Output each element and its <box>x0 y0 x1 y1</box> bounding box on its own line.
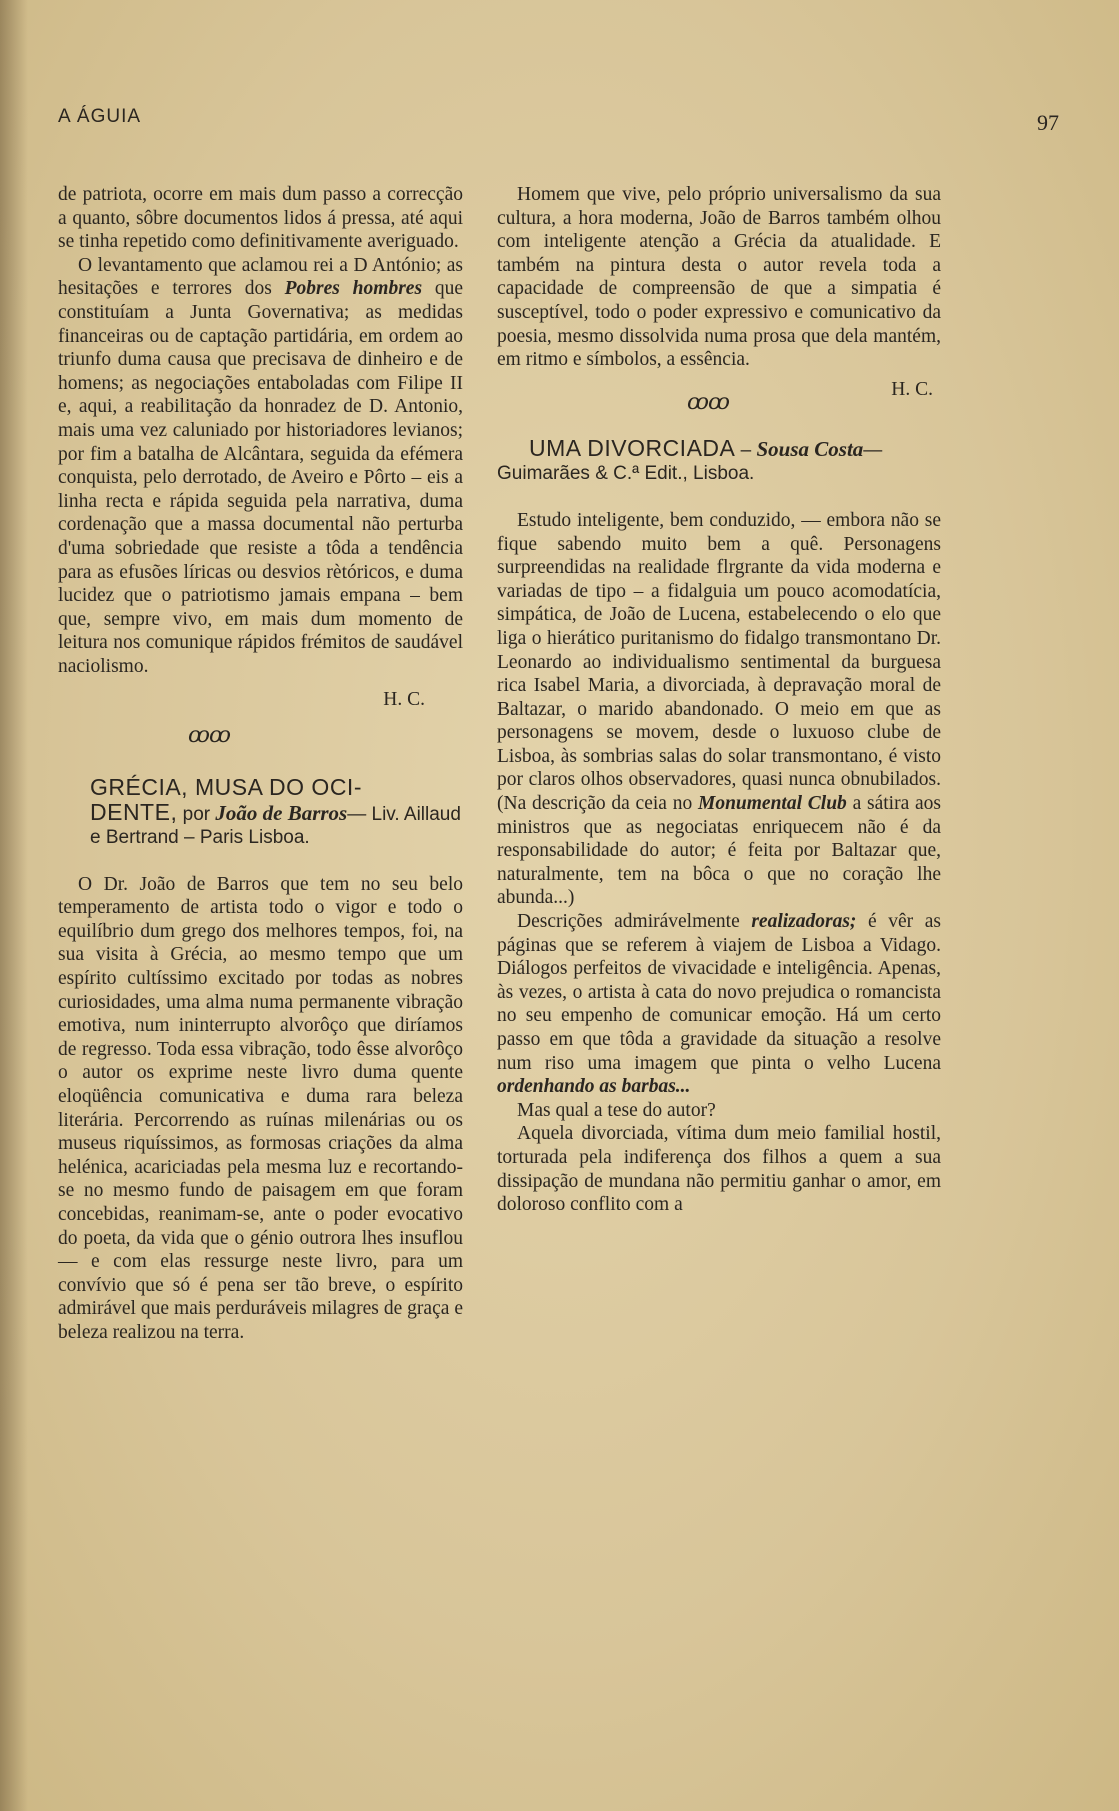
review-title: UMA DIVORCIADA <box>529 434 736 461</box>
right-paragraph-4: Mas qual a tese do autor? <box>517 1099 716 1121</box>
running-title: A ÁGUIA <box>58 106 142 127</box>
review-author: João de Barros <box>215 800 348 825</box>
right-paragraph-1: Homem que vive, pelo próprio universalismo da sua cultura, a hora moderna, João de Barros também olhou com inteligente atenção a Grécia da atualidade. E também na pintura desta o autor revela toda a capacidade de compreensão de que a simpatia é susceptível, todo o poder expressivo e comunicativo da poesia, mesmo dissolvida numa prosa que dela mantém, em ritmo e símbolos, a essência. <box>497 184 941 371</box>
left-paragraph-2-text-a: O levantamento que aclamou rei a D António; as hesitações e terrores dos <box>58 254 463 300</box>
section-ornament-right: ꝏꝏ <box>687 390 729 416</box>
right-paragraph-3-italic: realizadoras; <box>751 911 857 933</box>
left-paragraph-2-text-b: que constituíam a Junta Governativa; as medidas financeiras ou de captação partidária, em ordem ao triunfo duma causa que precisava de dinheiro e de homens; as negociações entaboladas com Filipe II e, aqui, a reabilitação da honradez de D. Antonio, mais uma vez caluniado por historiadores levianos; por fim a batalha de Alcântara, seguida da efémera conquista, pelo derrotado, de Aveiro e Pôrto – eis a linha recta e rápida seguida pela narrativa, duma cordenação que a massa documental não perturba d'uma sobriedade que resiste a tôda a tendência para as efusões líricas ou desvios rètóricos, e duma lucidez que o patriotismo jamais empana – bem que, sempre vivo, em mais dum momento de leitura nos comunique rápidos frémitos de saudável naciolismo. <box>58 278 464 677</box>
left-column <box>58 183 463 1345</box>
right-paragraph-3-italic-2: ordenhando as barbas... <box>497 1076 691 1098</box>
review-title-line-2: DENTE, <box>90 798 178 825</box>
review-heading-grecia <box>58 773 463 849</box>
right-paragraph-3 <box>497 910 941 1099</box>
left-paragraph-3: O Dr. João de Barros que tem no seu belo temperamento de artista todo o vigor e todo o equilíbrio dum grego dos melhores tempos, foi, na sua visita à Grécia, ao mesmo tempo que um espírito cultíssimo excitado por todas as nobres curiosidades, uma alma numa permanente vibração emotiva, num ininterrupto alvorôço que diríamos de regresso. Toda essa vibração, todo êsse alvorôço o autor os exprime neste livro duma quente eloqüência comunicativa e duma rara beleza literária. Percorrendo as ruínas milenárias ou os museus riquíssimos, as formosas criações da alma helénica, acariciadas pela mesma luz e recortando-se no mesmo fundo de paisagem em que foram concebidas, reanimam-se, ante o poder evocativo do poeta, da vida que o génio outrora lhes insuflou — e com elas ressurge neste livro, para um convívio que só é pena ser tão breve, o espírito admirável que mais perduráveis milagres de graça e beleza realizou na terra. <box>58 873 463 1343</box>
right-paragraph-2-text-a: Estudo inteligente, bem conduzido, — embora não se fique sabendo muito bem a quê. Personagens surpreendidas na realidade flrgrante da vida moderna e variadas de tipo – a fidalguia um pouco acomodatícia, simpática, de João de Lucena, estabelecendo o elo que liga o hierático puritanismo do fidalgo transmontano Dr. Leonardo ao individualismo sentimental da burguesa rica Isabel Maria, a divorciada, à depravação moral de Baltazar, o marido abandonado. O meio em que as personagens se movem, desde o luxuoso clube de Lisboa, às sombrias salas do solar transmontano, é visto por claros olhos observadores, quasi nunca obnubilados. (Na descrição da ceia no <box>497 509 941 815</box>
right-paragraph-3-text-b: é vêr as páginas que se referem à viajem de Lisboa a Vidago. Diálogos perfeitos de vivacidade e inteligência. Apenas, às vezes, o artista à cata do novo prejudica o romancista no seu empenho de comunicar emoção. Há um certo passo em que tôda a gravidade da situação a resolve num riso uma imagem que pinta o velho Lucena <box>497 911 941 1074</box>
left-signature: H. C. <box>383 689 425 711</box>
review-heading-divorciada <box>497 434 941 485</box>
section-ornament-left: ꝏꝏ <box>188 723 230 749</box>
review-publisher: — Liv. Aillaud e Bertrand – Paris Lisboa. <box>90 803 461 848</box>
review-title-line-1: GRÉCIA, MUSA DO OCI- <box>90 773 362 800</box>
left-paragraph-1: de patriota, ocorre em mais dum passo a correcção a quanto, sôbre documentos lidos á pressa, até aqui se tinha repetido como definitivamente averiguado. <box>58 184 463 253</box>
page-edge-shadow <box>0 0 28 1811</box>
review-dash: – <box>735 439 757 461</box>
review-publisher-right: — Guimarães & C.ª Edit., Lisboa. <box>497 439 883 484</box>
review-author-right: Sousa Costa <box>756 436 864 461</box>
review-title-line-2-wrap <box>58 798 463 849</box>
right-paragraph-3-text-a: Descrições admirávelmente <box>517 911 752 933</box>
right-paragraph-2-italic: Monumental Club <box>697 793 847 815</box>
review-by: por <box>177 803 216 825</box>
right-paragraph-5: Aquela divorciada, vítima dum meio familial hostil, torturada pela indiferença dos filhos a quem a sua dissipação de mundana não permitiu ganhar o amor, em doloroso conflito com a <box>497 1123 941 1216</box>
right-paragraph-2 <box>497 509 941 910</box>
left-paragraph-2 <box>58 254 463 679</box>
left-paragraph-2-italic: Pobres hombres <box>284 278 423 300</box>
page-header <box>58 100 1059 140</box>
page-number: 97 <box>1037 110 1059 135</box>
right-paragraph-2-text-b: a sátira aos ministros que as negociatas enriquecem não é da responsabilidade do autor; é feita por Baltazar que, naturalmente, tem na bôca o que no coração lhe abunda...) <box>497 793 941 909</box>
right-signature: H. C. <box>891 378 933 400</box>
right-column <box>497 183 941 1217</box>
